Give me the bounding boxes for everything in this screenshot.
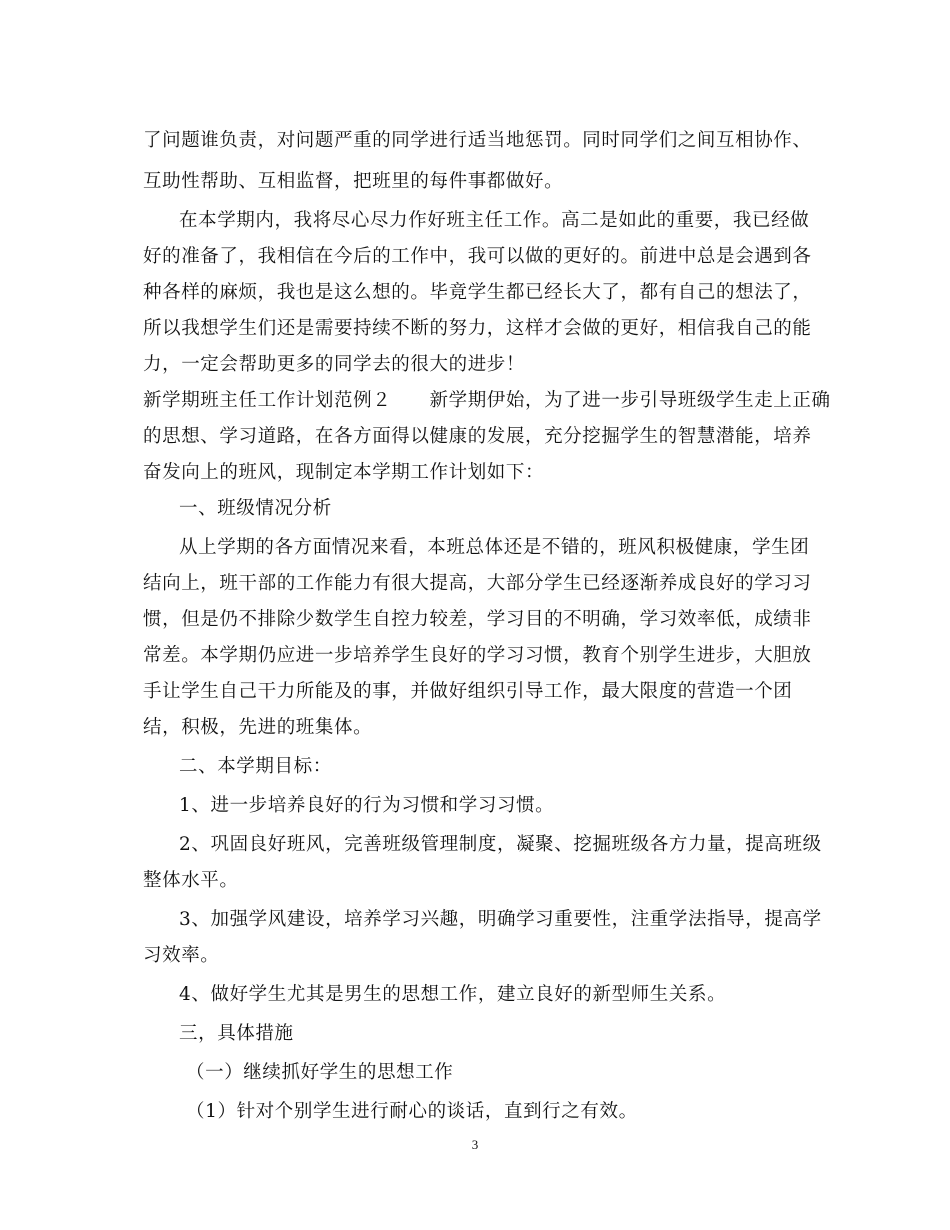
- goal-item: 4、做好学生尤其是男生的思想工作，建立良好的新型师生关系。: [179, 984, 727, 1005]
- measure-item: （1）针对个别学生进行耐心的谈话，直到行之有效。: [186, 1101, 638, 1122]
- subheading-thought-work: （一）继续抓好学生的思想工作: [186, 1062, 454, 1083]
- paragraph-line: 结，积极，先进的班集体。: [143, 717, 373, 738]
- heading-class-analysis: 一、班级情况分析: [179, 498, 332, 519]
- paragraph-line: 结向上，班干部的工作能力有很大提高，大部分学生已经逐渐养成良好的学习习: [143, 573, 812, 594]
- paragraph-line: 从上学期的各方面情况来看，本班总体还是不错的，班风积极健康，学生团: [179, 537, 810, 558]
- paragraph-line: 互助性帮助、互相监督，把班里的每件事都做好。: [143, 171, 564, 192]
- paragraph-line: 奋发向上的班风，现制定本学期工作计划如下：: [143, 462, 545, 483]
- paragraph-line: 常差。本学期仍应进一步培养学生良好的学习习惯，教育个别学生进步，大胆放: [143, 645, 812, 666]
- goal-item: 1、进一步培养良好的行为习惯和学习习惯。: [179, 795, 555, 816]
- paragraph-line: 习效率。: [143, 945, 220, 966]
- section-heading-line: 新学期班主任工作计划范例２ 新学期伊始，为了进一步引导班级学生走上正确: [143, 390, 831, 411]
- paragraph-line: 所以我想学生们还是需要持续不断的努力，这样才会做的更好，相信我自己的能: [143, 318, 812, 339]
- heading-semester-goals: 二、本学期目标：: [179, 756, 332, 777]
- paragraph-line: 整体水平。: [143, 870, 239, 891]
- paragraph-line: 惯，但是仍不排除少数学生自控力较差，学习目的不明确，学习效率低，成绩非: [143, 609, 812, 630]
- goal-item: 3、加强学风建设，培养学习兴趣，明确学习重要性，注重学法指导，提高学: [179, 909, 822, 930]
- paragraph-line: 手让学生自己干力所能及的事，并做好组织引导工作，最大限度的营造一个团: [143, 681, 793, 702]
- paragraph-line: 了问题谁负责，对问题严重的同学进行适当地惩罚。同时同学们之间互相协作、: [143, 130, 812, 151]
- heading-specific-measures: 三，具体措施: [179, 1023, 294, 1044]
- paragraph-line: 好的准备了，我相信在今后的工作中，我可以做的更好的。前进中总是会遇到各: [143, 246, 812, 267]
- goal-item: 2、巩固良好班风，完善班级管理制度，凝聚、挖掘班级各方力量，提高班级: [179, 834, 822, 855]
- paragraph-line: 种各样的麻烦，我也是这么想的。毕竟学生都已经长大了，都有自己的想法了，: [143, 282, 812, 303]
- paragraph-line: 的思想、学习道路，在各方面得以健康的发展，充分挖掘学生的智慧潜能，培养: [143, 426, 812, 447]
- page-number: 3: [471, 1137, 479, 1152]
- paragraph-line: 在本学期内，我将尽心尽力作好班主任工作。高二是如此的重要，我已经做: [179, 210, 810, 231]
- paragraph-line: 力，一定会帮助更多的同学去的很大的进步！: [143, 354, 526, 375]
